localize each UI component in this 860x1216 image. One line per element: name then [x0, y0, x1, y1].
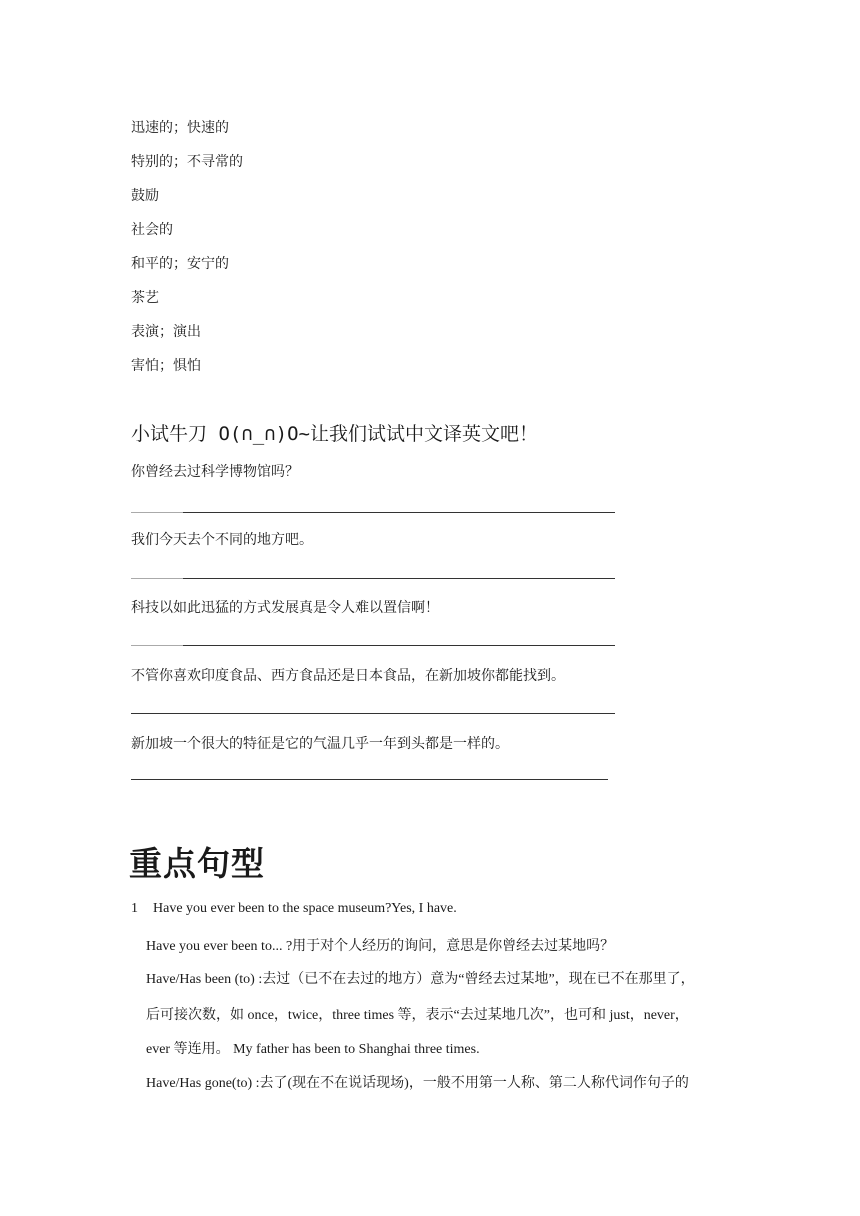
explanation-line: Have you ever been to... ?用于对个人经历的询问，意思是你曾经去过某地吗？ [146, 939, 615, 954]
vocabulary-list [131, 111, 243, 383]
vocab-item: 迅速的；快速的 [131, 120, 229, 136]
practice-question: 你曾经去过科学博物馆吗？ [131, 464, 299, 480]
answer-line [131, 779, 608, 780]
practice-question: 我们今天去个不同的地方吧。 [131, 532, 313, 548]
item-heading: Have you ever been to the space museum?Yes, I have. [153, 901, 457, 916]
vocab-item: 社会的 [131, 222, 173, 238]
practice-title: 小试牛刀 O(∩_∩)O~让我们试试中文译英文吧！ [131, 423, 538, 445]
vocab-item: 和平的；安宁的 [131, 256, 229, 272]
vocab-item: 害怕；惧怕 [131, 358, 201, 374]
explanation-line: 后可接次数，如 once，twice，three times 等，表示“去过某地几次”，也可和 just，never， [146, 1008, 689, 1023]
vocab-item: 鼓励 [131, 188, 159, 204]
practice-question: 不管你喜欢印度食品、西方食品还是日本食品，在新加坡你都能找到。 [131, 668, 565, 684]
practice-question: 科技以如此迅猛的方式发展真是令人难以置信啊！ [131, 600, 439, 616]
answer-line [131, 645, 615, 646]
practice-question: 新加坡一个很大的特征是它的气温几乎一年到头都是一样的。 [131, 736, 509, 752]
answer-line [131, 512, 615, 513]
vocab-item: 茶艺 [131, 290, 159, 306]
answer-line [131, 578, 615, 579]
answer-line [131, 713, 615, 714]
explanation-line: ever 等连用。 My father has been to Shanghai three times. [146, 1042, 480, 1057]
section-title: 重点句型 [129, 844, 265, 883]
item-number: 1 [131, 901, 138, 916]
vocab-item: 特别的；不寻常的 [131, 154, 243, 170]
explanation-line: Have/Has been (to) :去过（已不在去过的地方）意为“曾经去过某地”，现在已不在那里了， [146, 972, 695, 987]
explanation-line: Have/Has gone(to) :去了(现在不在说话现场)，一般不用第一人称、第二人称代词作句子的 [146, 1076, 689, 1091]
vocab-item: 表演；演出 [131, 324, 201, 340]
